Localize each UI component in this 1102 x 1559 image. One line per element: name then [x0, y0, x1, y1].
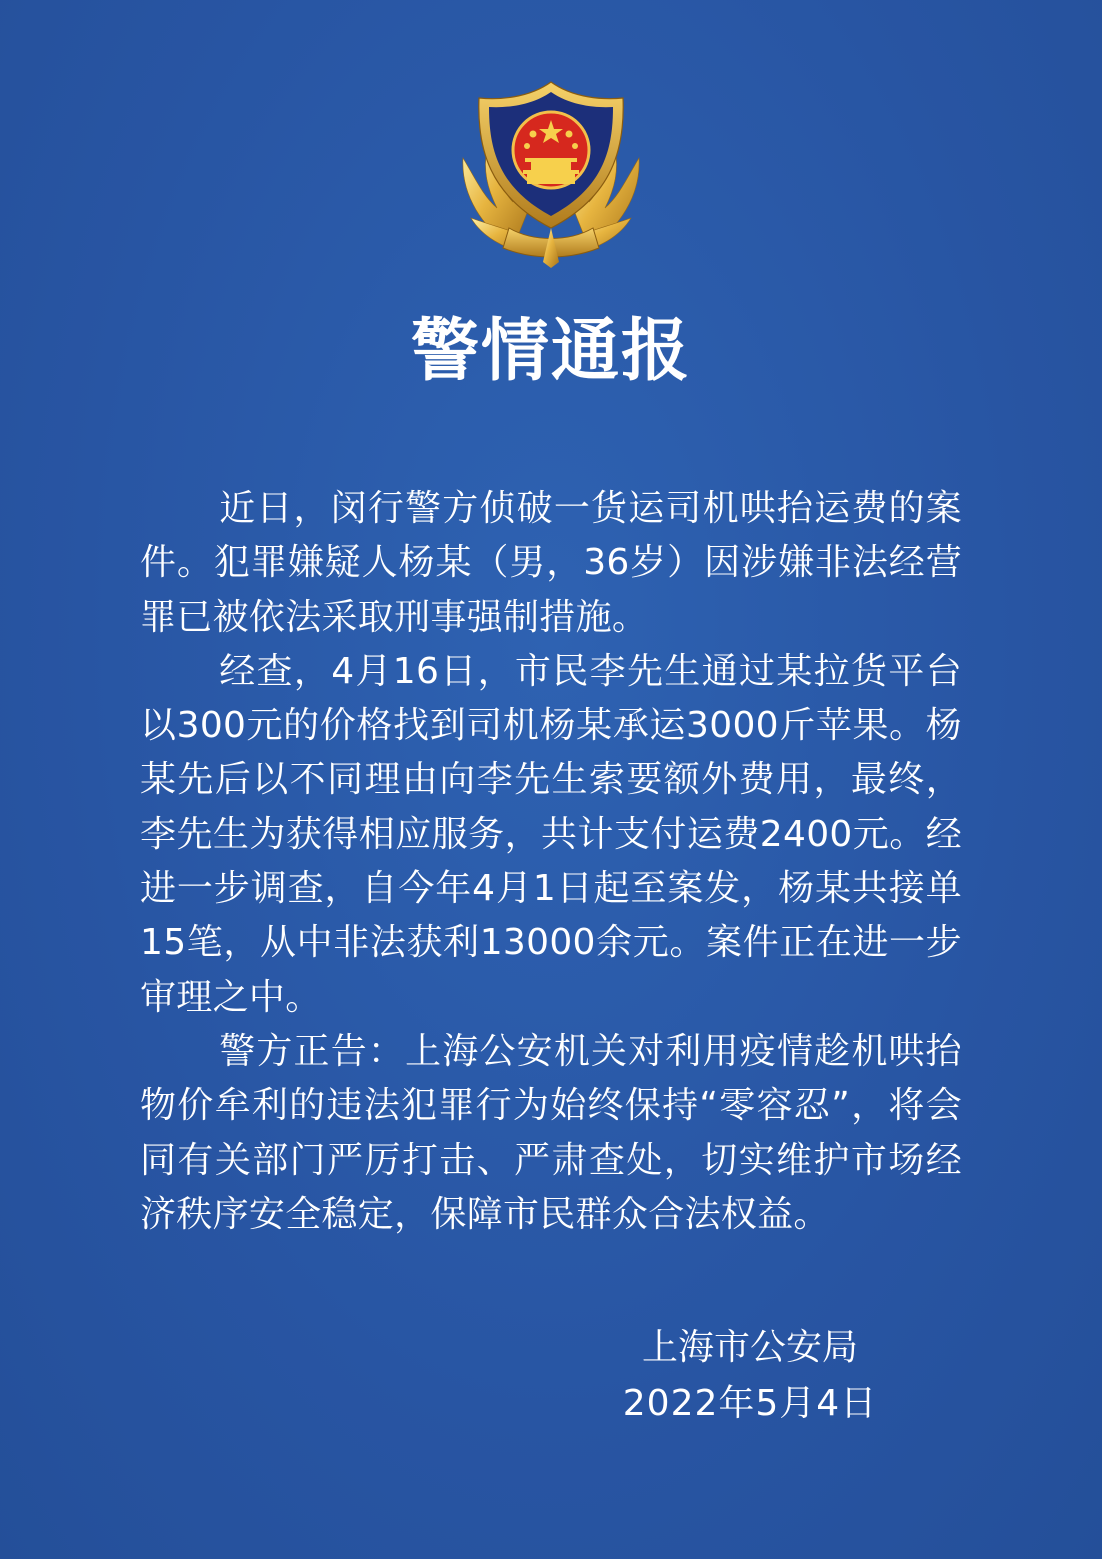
- police-emblem-icon: [453, 78, 649, 268]
- signature-block: [560, 1320, 940, 1432]
- issue-date: 2022年5月4日: [622, 1383, 878, 1424]
- notice-title: 警情通报: [410, 312, 691, 391]
- paragraph-3: 警方正告：上海公安机关对利用疫情趁机哄抬物价牟利的违法犯罪行为始终保持“零容忍”，将会同有关部门严厉打击、严肃查处，切实维护市场经济秩序安全稳定，保障市民群众合法权益。: [140, 1030, 962, 1235]
- paragraph-2: 经查，4月16日，市民李先生通过某拉货平台以300元的价格找到司机杨某承运3000斤苹果。杨某先后以不同理由向李先生索要额外费用，最终，李先生为获得相应服务，共计支付运费2400元。经进一步调查，自今年4月1日起至案发，杨某共接单15笔，从中非法获利13000余元。案件正在进一步审理之中。: [140, 650, 962, 1018]
- issuer-name: 上海市公安局: [641, 1327, 858, 1368]
- notice-body: [140, 482, 962, 1242]
- paragraph-1: 近日，闵行警方侦破一货运司机哄抬运费的案件。犯罪嫌疑人杨某（男，36岁）因涉嫌非法经营罪已被依法采取刑事强制措施。: [140, 488, 962, 638]
